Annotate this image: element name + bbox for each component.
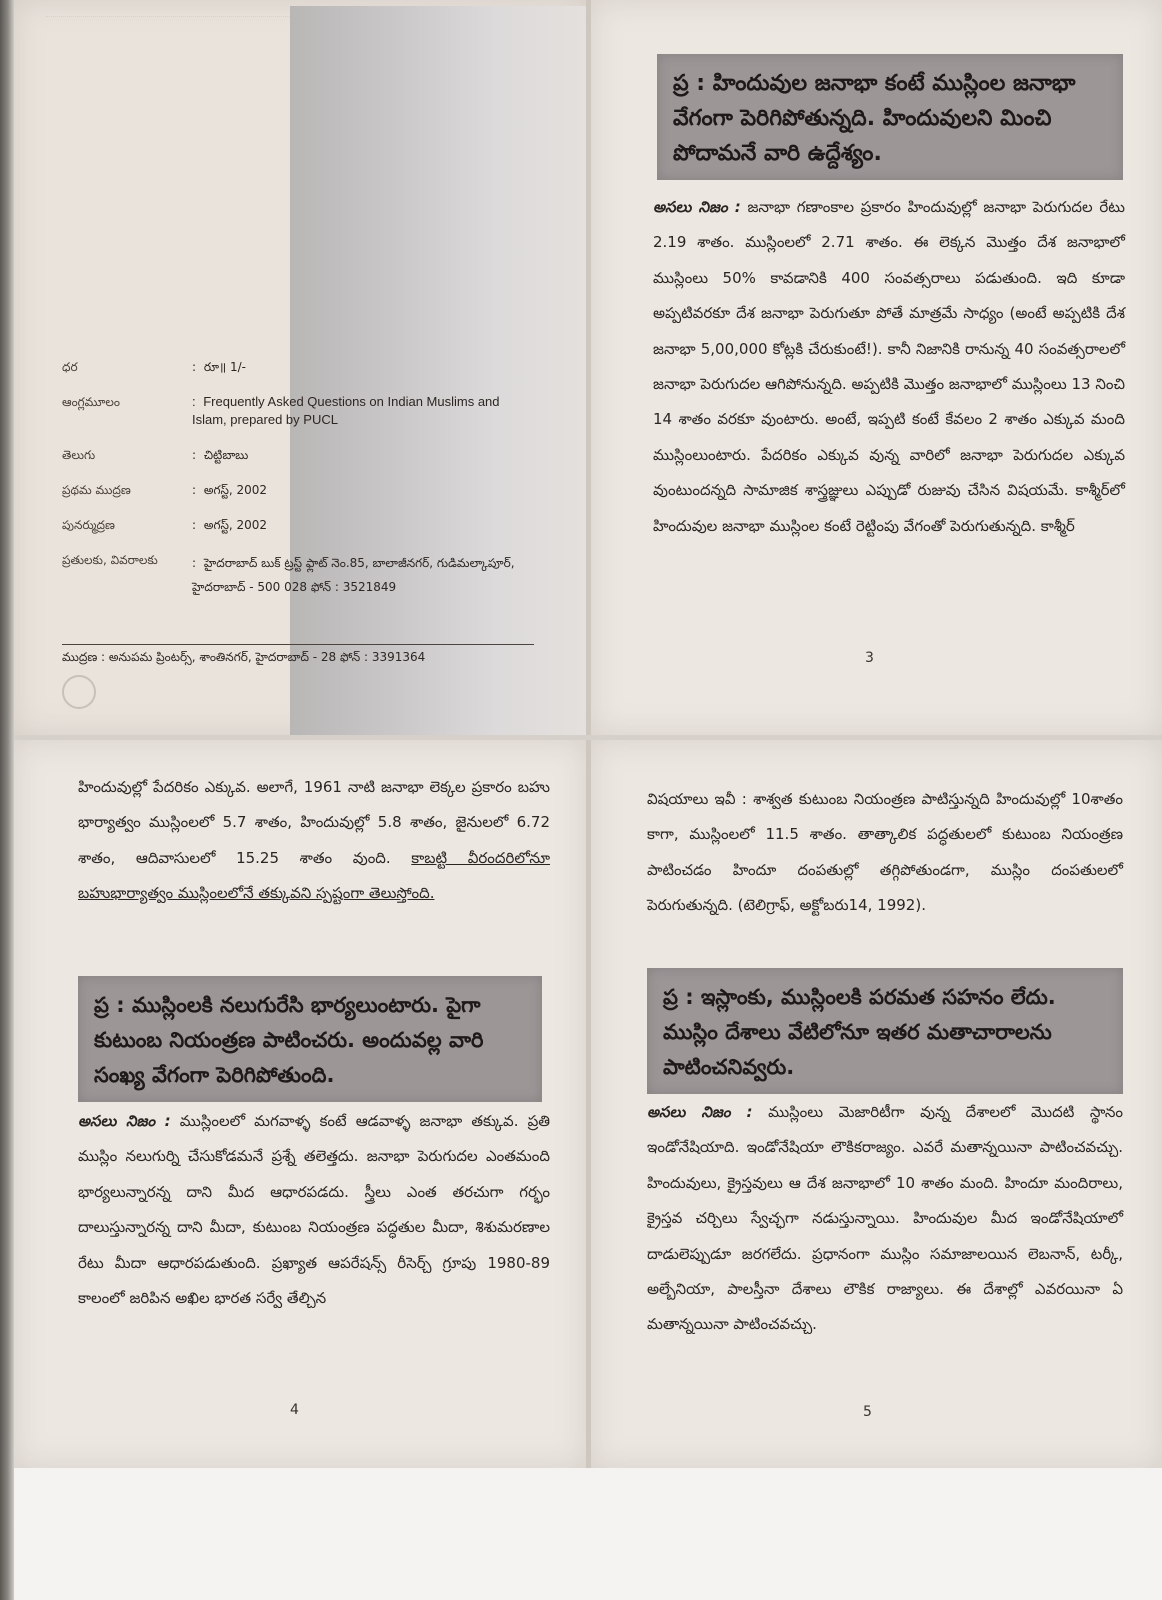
scan-background bbox=[14, 1468, 1162, 1600]
answer-lead: అసలు నిజం : bbox=[78, 1112, 171, 1130]
answer-lead: అసలు నిజం : bbox=[647, 1103, 753, 1121]
imprint-key: ధర bbox=[62, 360, 78, 374]
imprint-row-contact bbox=[62, 551, 542, 599]
answer-text bbox=[647, 1095, 1123, 1343]
imprint-key: పునర్ముద్రణ bbox=[62, 518, 115, 532]
imprint-key: ఆంగ్లమూలం bbox=[62, 395, 120, 409]
printer-line: ముద్రణ : అనుపమ ప్రింటర్స్, శాంతినగర్, హైదరాబాద్ - 28 ఫోన్ : 3391364 bbox=[62, 650, 426, 664]
question-box: ప్ర : హిందువుల జనాభా కంటే ముస్లింల జనాభా వేగంగా పెరిగిపోతున్నది. హిందువులని మించి పోదామనే వారి ఉద్దేశ్యం. bbox=[657, 54, 1123, 180]
answer-text bbox=[78, 1104, 550, 1316]
continued-text: విషయాలు ఇవీ : శాశ్వత కుటుంబ నియంత్రణ పాటిస్తున్నది హిందువుల్లో 10శాతం కాగా, ముస్లింలలో 11.5 శాతం. తాత్కాలిక పద్ధతులలో కుటుంబ నియంత్రణ పాటించడం హిందూ దంపతుల్లో తగ్గిపోతుండగా, ముస్లిం దంపతులలో పెరుగుతున్నది. (టెలిగ్రాఫ్, అక్టోబరు14, 1992). bbox=[647, 790, 1123, 915]
imprint-page bbox=[14, 0, 586, 735]
imprint-key: తెలుగు bbox=[62, 448, 96, 462]
bleed-through-line bbox=[46, 4, 306, 17]
continued-text bbox=[78, 770, 550, 912]
answer-body: ముస్లింలలో మగవాళ్ళ కంటే ఆడవాళ్ళ జనాభా తక్కువ. ప్రతి ముస్లిం నలుగుర్ని చేసుకోడమనే ప్రశ్నే తలెత్తదు. జనాభా పెరుగుదల ఎంతమంది భార్యలున్నారన్న దాని మీద ఆధారపడదు. స్త్రీలు ఎంత తరచుగా గర్భం దాలుస్తున్నారన్న దాని మీదా, కుటుంబ నియంత్రణ పద్ధతుల మీదా, శిశుమరణాల రేటు మీదా ఆధారపడుతుంది. ప్రఖ్యాత ఆపరేషన్స్ రీసెర్చ్ గ్రూపు 1980-89 కాలంలో జరిపిన అఖిల భారత సర్వే తేల్చిన bbox=[78, 1112, 550, 1308]
imprint-value: : అగస్ట్, 2002 bbox=[192, 481, 537, 499]
page-4 bbox=[14, 740, 586, 1468]
underlined-conclusion: కాబట్టి వీరందరిలోనూ బహుభార్యాత్వం ముస్లింలలోనే తక్కువని స్పష్టంగా తెలుస్తోంది. bbox=[78, 848, 550, 903]
answer-lead: అసలు నిజం : bbox=[653, 198, 741, 216]
imprint-details bbox=[62, 358, 542, 616]
imprint-value: : రూ॥ 1/- bbox=[192, 358, 537, 376]
imprint-value: : Frequently Asked Questions on Indian Muslims and Islam, prepared by PUCL bbox=[192, 393, 537, 429]
imprint-value: : చిట్టిబాబు bbox=[192, 446, 537, 464]
page-number: 3 bbox=[865, 650, 874, 666]
answer-text bbox=[653, 190, 1125, 544]
question-box: ప్ర : ముస్లింలకి నలుగురేసి భార్యలుంటారు. పైగా కుటుంబ నియంత్రణ పాటించరు. అందువల్ల వారి సంఖ్య వేగంగా పెరిగిపోతుంది. bbox=[78, 976, 542, 1102]
imprint-value: : అగస్ట్, 2002 bbox=[192, 516, 537, 534]
imprint-row-original bbox=[62, 393, 542, 429]
imprint-value: : హైదరాబాద్ బుక్ ట్రస్ట్ ఫ్లాట్ నెం.85, బాలాజీనగర్, గుడిమల్కాపూర్, హైదరాబాద్ - 500 028 ఫోన్ : 3521849 bbox=[192, 551, 537, 599]
answer-body: జనాభా గణాంకాల ప్రకారం హిందువుల్లో జనాభా పెరుగుదల రేటు 2.19 శాతం. ముస్లింలలో 2.71 శాతం. ఈ లెక్కన మొత్తం దేశ జనాభాలో ముస్లింలు 50% కావడానికి 400 సంవత్సరాలు పడుతుంది. ఇది కూడా అప్పటివరకూ దేశ జనాభా పెరుగుతూ పోతే మాత్రమే సాధ్యం (అంటే అప్పటికి దేశ జనాభా 5,00,000 కోట్లకి చేరుకుంటే!). కానీ నిజానికి రానున్న 40 సంవత్సరాలలో జనాభా పెరుగుదల ఆగిపోనున్నది. అప్పటికి మొత్తం జనాభాలో ముస్లింలు 13 నించి 14 శాతం వరకూ వుంటారు. అంటే, ఇప్పటి కంటే కేవలం 2 శాతం ఎక్కువ మంది ముస్లింలుంటారు. పేదరికం ఎక్కువ వున్న వారిలో జనాభా పెరుగుదల ఎక్కువ వుంటుందన్నది సామాజిక శాస్త్రజ్ఞులు ఎప్పుడో రుజువు చేసిన విషయమే. కాశ్మీర్‌లో హిందువుల జనాభా ముస్లింల కంటే రెట్టింపు వేగంతో పెరుగుతున్నది. కాశ్మీర్ bbox=[653, 198, 1125, 535]
imprint-row-price bbox=[62, 358, 542, 376]
library-stamp bbox=[62, 675, 96, 709]
page-number: 5 bbox=[863, 1404, 872, 1420]
answer-body: ముస్లింలు మెజారిటీగా వున్న దేశాలలో మొదటి స్థానం ఇండోనేషియాది. ఇండోనేషియా లౌకికరాజ్యం. ఎవరే మతాన్నయినా పాటించవచ్చు. హిందువులు, క్రైస్తవులు ఆ దేశ జనాభాలో 10 శాతం మంది. హిందూ మందిరాలు, క్రైస్తవ చర్చిలు స్వేచ్ఛగా నడుస్తున్నాయి. హిందువుల మీద ఇండోనేషియాలో దాడులెప్పుడూ జరగలేదు. ప్రధానంగా ముస్లిం సమాజాలయిన లెబనాన్, టర్కీ, అల్బేనియా, పాలస్తీనా దేశాలు లౌకిక రాజ్యాలు. ఈ దేశాల్లో ఎవరయినా ఏ మతాన్నయినా పాటించవచ్చు. bbox=[647, 1103, 1123, 1334]
imprint-row-first-print bbox=[62, 481, 542, 499]
imprint-row-reprint bbox=[62, 516, 542, 534]
page-number: 4 bbox=[290, 1402, 299, 1418]
imprint-key: ప్రథమ ముద్రణ bbox=[62, 483, 131, 497]
imprint-key: ప్రతులకు, వివరాలకు bbox=[62, 553, 158, 567]
question-box: ప్ర : ఇస్లాంకు, ముస్లింలకి పరమత సహనం లేదు. ముస్లిం దేశాలు వేటిలోనూ ఇతర మతాచారాలను పాటించనివ్వరు. bbox=[647, 968, 1123, 1094]
imprint-row-translator bbox=[62, 446, 542, 464]
continued-body: హిందువుల్లో పేదరికం ఎక్కువ. అలాగే, 1961 నాటి జనాభా లెక్కల ప్రకారం బహు భార్యాత్వం ముస్లింలలో 5.7 శాతం, హిందువుల్లో 5.8 శాతం, జైనులలో 6.72 శాతం, ఆదివాసులలో 15.25 శాతం వుంది. bbox=[78, 778, 550, 867]
imprint-divider bbox=[62, 644, 534, 645]
page-5 bbox=[591, 740, 1162, 1468]
scanner-edge bbox=[0, 0, 14, 1600]
bleed-through-title bbox=[84, 50, 324, 90]
page-3 bbox=[591, 0, 1162, 735]
